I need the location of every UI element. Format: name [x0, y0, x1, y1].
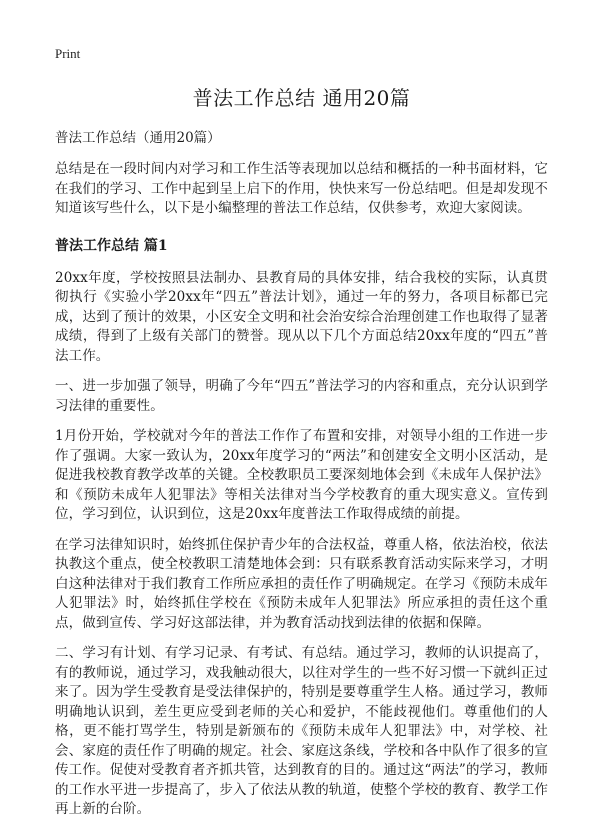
document-title: 普法工作总结 通用20篇: [192, 86, 411, 110]
body-paragraph: 1月份开始，学校就对今年的普法工作作了布置和安排，对领导小组的工作进一步作了强调。大家一致认为，20xx年度学习的“两法”和创建安全文明小区活动，是促进我校教育教学改革的关键。全校教职员工要深刻地体会到《未成年人保护法》和《预防未成年人犯罪法》等相关法律对当今学校教育的重大现实意义。宣传到位，学习到位，认识到位，这是20xx年度普法工作取得成绩的前提。: [55, 428, 548, 522]
body-paragraph: 在学习法律知识时，始终抓住保护青少年的合法权益，尊重人格，依法治校，依法执教这个重点，使全校教职工清楚地体会到：只有联系教育活动实际来学习，才明白这种法律对于我们教育工作所应承担的责任作了明确规定。在学习《预防未成年人犯罪法》时，始终抓住学校在《预防未成年人犯罪法》所应承担的责任这个重点，做到宣传、学习好这部法律，并为教育活动找到法律的依据和保障。: [55, 536, 548, 631]
section-heading: 普法工作总结 篇1: [55, 237, 168, 254]
body-paragraph: 20xx年度，学校按照县法制办、县教育局的具体安排，结合我校的实际，认真贯彻执行《实验小学20xx年“四五”普法计划》，通过一年的努力，各项目标都已完成，达到了预计的效果，小区安全文明和社会治安综合治理创建工作也取得了显著成绩，得到了上级有关部门的赞誉。现从以下几个方面总结20xx年度的“四五”普法工作。: [55, 269, 548, 364]
body-paragraph: 二、学习有计划、有学习记录、有考试、有总结。通过学习，教师的认识提高了，有的教师说，通过学习，戏我触动很大，以往对学生的一些不好习惯一下就纠正过来了。因为学生受教育是受法律保护的，特别是要尊重学生人格。通过学习，教师明确地认识到，差生更应受到老师的关心和爱护，不能歧视他们。尊重他们的人格，更不能打骂学生，特别是新颁布的《预防未成年人犯罪法》中，对学校、社会、家庭的责任作了明确的规定。社会、家庭这条线，学校和各中队作了很多的宣传工作。促使对受教育者齐抓共管，达到教育的目的。通过这“两法”的学习，教师的工作水平进一步提高了，步入了依法从教的轨道，使整个学校的教育、教学工作再上新的台阶。: [55, 645, 548, 817]
print-link[interactable]: Print: [55, 46, 81, 61]
document-subtitle: 普法工作总结（通用20篇）: [55, 130, 221, 146]
intro-paragraph: 总结是在一段时间内对学习和工作生活等表现加以总结和概括的一种书面材料，它在我们的学习、工作中起到呈上启下的作用，快快来写一份总结吧。但是却发现不知道该写些什么，以下是小编整理的普法工作总结，仅供参考，欢迎大家阅读。: [55, 161, 548, 216]
body-paragraph: 一、进一步加强了领导，明确了今年“四五”普法学习的内容和重点，充分认识到学习法律的重要性。: [55, 378, 548, 414]
